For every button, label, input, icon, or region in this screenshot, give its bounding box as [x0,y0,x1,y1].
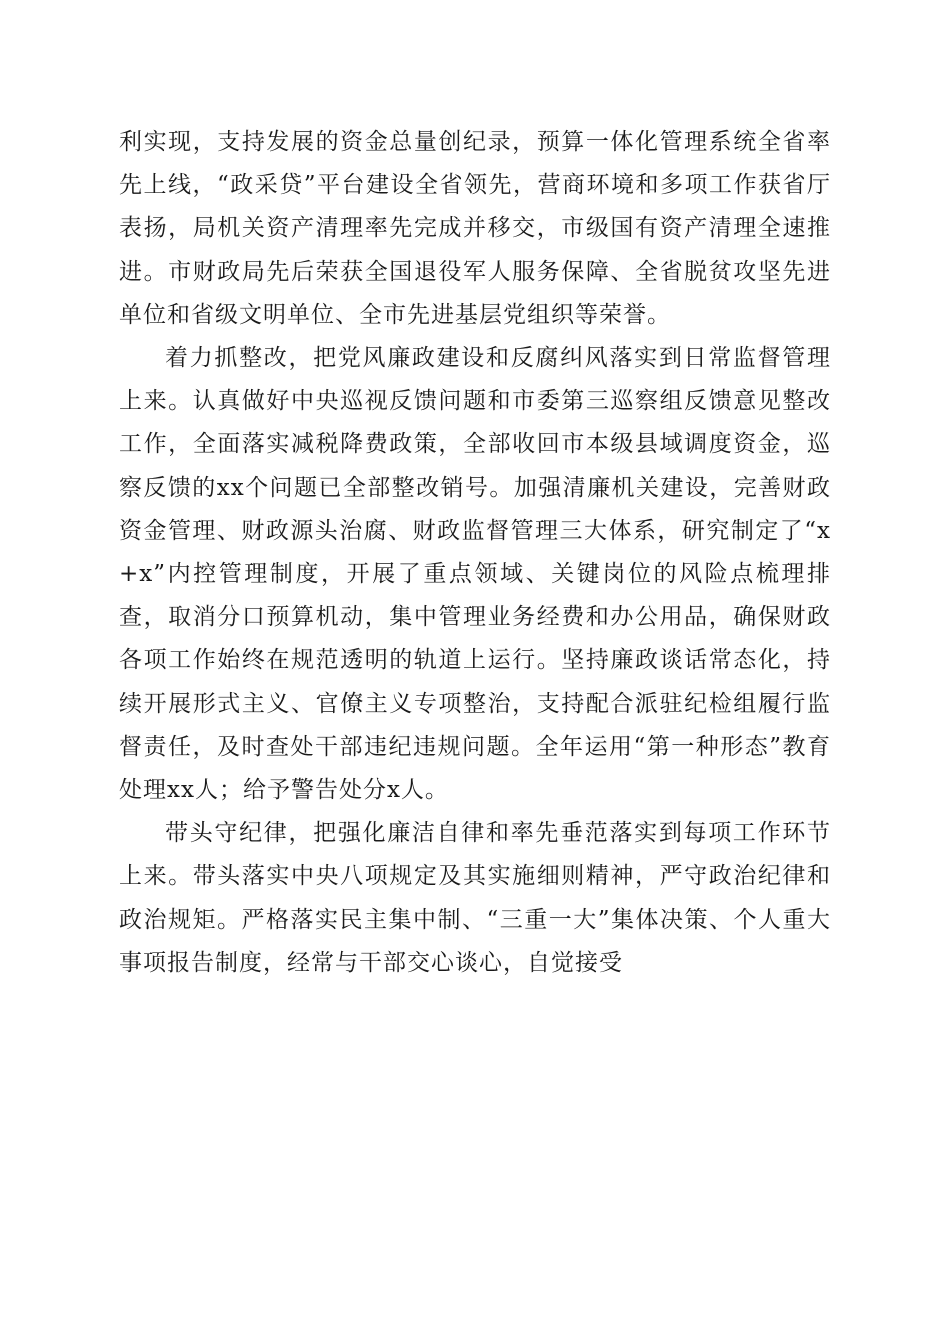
paragraph-3: 带头守纪律，把强化廉洁自律和率先垂范落实到每项工作环节上来。带头落实中央八项规定及其实施细则精神，严守政治纪律和政治规矩。严格落实民主集中制、“三重一大”集体决策、个人重大事项报告制度，经常与干部交心谈心，自觉接受 [119,820,831,976]
paragraph-2: 着力抓整改，把党风廉政建设和反腐纠风落实到日常监督管理上来。认真做好中央巡视反馈问题和市委第三巡察组反馈意见整改工作，全面落实减税降费政策，全部收回市本级县域调度资金，巡察反馈的xx个问题已全部整改销号。加强清廉机关建设，完善财政资金管理、财政源头治腐、财政监督管理三大体系，研究制定了“x+x”内控管理制度，开展了重点领域、关键岗位的风险点梳理排查，取消分口预算机动，集中管理业务经费和办公用品，确保财政各项工作始终在规范透明的轨道上运行。坚持廉政谈话常态化，持续开展形式主义、官僚主义专项整治，支持配合派驻纪检组履行监督责任，及时查处干部违纪违规问题。全年运用“第一种形态”教育处理xx人；给予警告处分x人。 [119,345,831,804]
document-body [119,121,831,985]
paragraph-1: 利实现，支持发展的资金总量创纪录，预算一体化管理系统全省率先上线，“政采贷”平台建设全省领先，营商环境和多项工作获省厅表扬，局机关资产清理率先完成并移交，市级国有资产清理全速推进。市财政局先后荣获全国退役军人服务保障、全省脱贫攻坚先进单位和省级文明单位、全市先进基层党组织等荣誉。 [119,129,831,328]
